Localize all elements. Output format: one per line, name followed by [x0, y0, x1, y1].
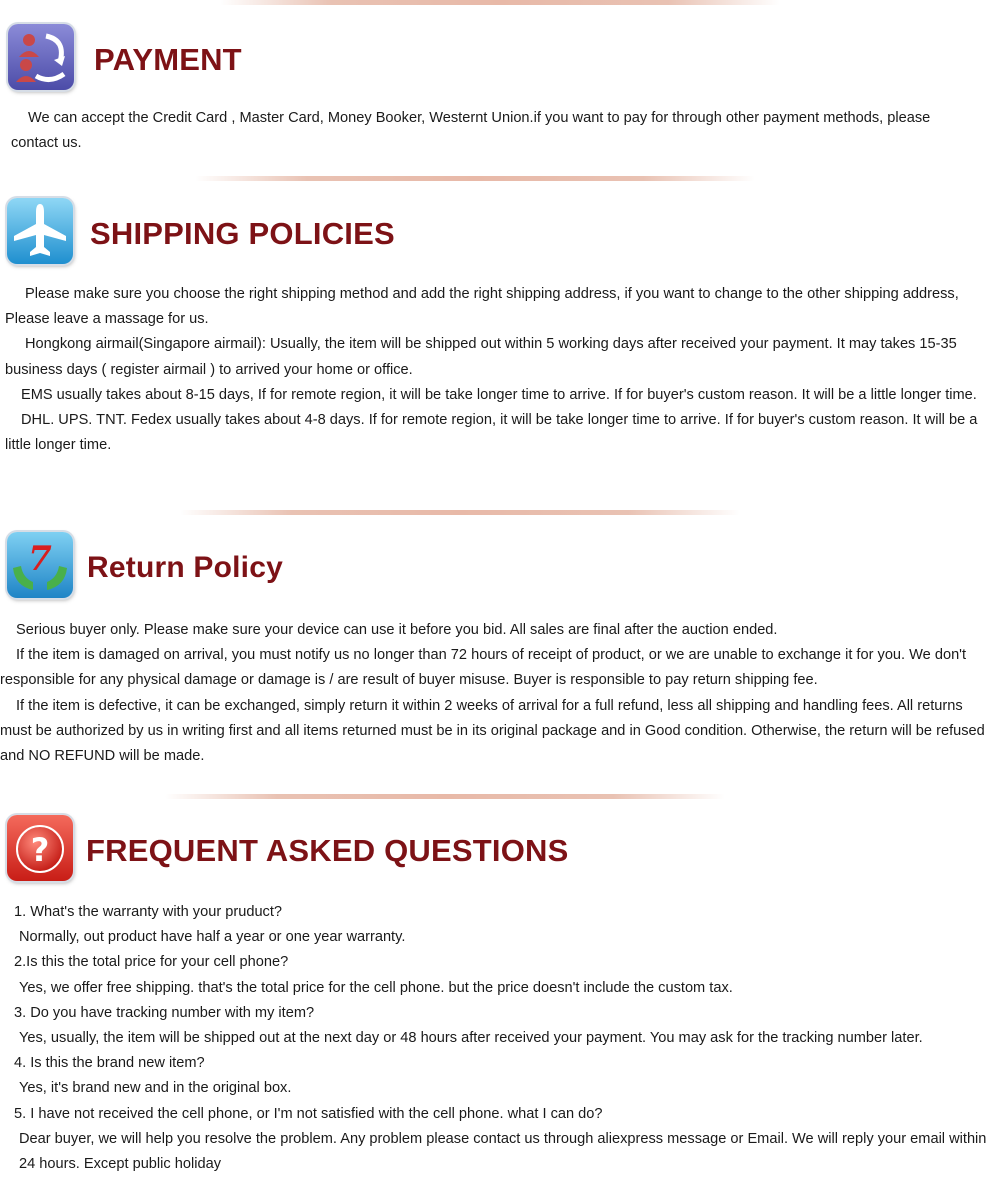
faq-answer: Yes, it's brand new and in the original box. — [19, 1080, 292, 1097]
section-divider — [180, 510, 740, 515]
faq-question: 2.Is this the total price for your cell phone? — [14, 954, 289, 971]
payment-exchange-icon — [8, 24, 74, 90]
faq-answer: Dear buyer, we will help you resolve the problem. Any problem please contact us through aliexpress message or Email. We will reply your email within 24 hours. Except public holiday — [19, 1130, 987, 1173]
section-divider — [220, 0, 780, 5]
faq-question: 4. Is this the brand new item? — [14, 1055, 205, 1072]
return-policy-title: Return Policy — [87, 551, 283, 584]
svg-text:7: 7 — [28, 539, 52, 579]
question-mark-icon — [7, 815, 73, 881]
section-divider — [195, 176, 755, 181]
seven-hands-icon — [7, 532, 73, 598]
return-policy-text — [0, 618, 985, 769]
faq-list — [14, 900, 989, 1177]
airplane-icon — [7, 198, 73, 264]
shipping-title: SHIPPING POLICIES — [90, 216, 395, 251]
faq-answer: Normally, out product have half a year or one year warranty. — [19, 929, 406, 946]
faq-question: 3. Do you have tracking number with my item? — [14, 1004, 315, 1021]
svg-text:?: ? — [30, 831, 50, 869]
faq-question: 1. What's the warranty with your pruduct? — [14, 904, 283, 920]
return-policy-paragraph: If the item is defective, it can be exchanged, simply return it within 2 weeks of arrival for a full refund, less all shipping and handling fees. All returns must be authorized by us in writing first and all items returned must be in its original package and in Good condition. Otherwise, the return will be refused and NO REFUND will be made. — [0, 697, 985, 765]
faq-answer: Yes, usually, the item will be shipped out at the next day or 48 hours after received your payment. You may ask for the tracking number later. — [19, 1030, 923, 1047]
return-policy-paragraph: Serious buyer only. Please make sure your device can use it before you bid. All sales are final after the auction ended. — [16, 622, 778, 638]
faq-title: FREQUENT ASKED QUESTIONS — [86, 833, 569, 868]
shipping-text — [5, 282, 997, 458]
shipping-paragraph: EMS usually takes about 8-15 days, If for remote region, it will be take longer time to arrive. If for buyer's custom reason. It will be a little longer time. — [21, 386, 977, 403]
shipping-paragraph: Please make sure you choose the right shipping method and add the right shipping address, if you want to change to the other shipping address, Please leave a massage for us. — [5, 286, 959, 328]
shipping-paragraph: Hongkong airmail(Singapore airmail): Usually, the item will be shipped out within 5 working days after received your payment. It may takes 15-35 business days ( register airmail ) to arrived your home or office. — [5, 336, 957, 378]
shipping-paragraph: DHL. UPS. TNT. Fedex usually takes about 4-8 days. If for remote region, it will be take longer time to arrive. If for buyer's custom reason. It will be a little longer time. — [5, 412, 978, 454]
section-divider — [165, 794, 725, 799]
faq-question: 5. I have not received the cell phone, or I'm not satisfied with the cell phone. what I can do? — [14, 1105, 603, 1122]
faq-answer: Yes, we offer free shipping. that's the total price for the cell phone. but the price doesn't include the custom tax. — [19, 979, 733, 996]
payment-title: PAYMENT — [94, 42, 242, 77]
payment-paragraph: We can accept the Credit Card , Master Card, Money Booker, Westernt Union.if you want to pay for through other payment methods, please contact us. — [11, 110, 931, 152]
return-policy-paragraph: If the item is damaged on arrival, you must notify us no longer than 72 hours of receipt of product, or we are unable to exchange it for you. We don't responsible for any physical damage or damage is / are result of buyer misuse. Buyer is responsible to pay return shipping fee. — [0, 647, 967, 689]
payment-text — [11, 106, 981, 156]
